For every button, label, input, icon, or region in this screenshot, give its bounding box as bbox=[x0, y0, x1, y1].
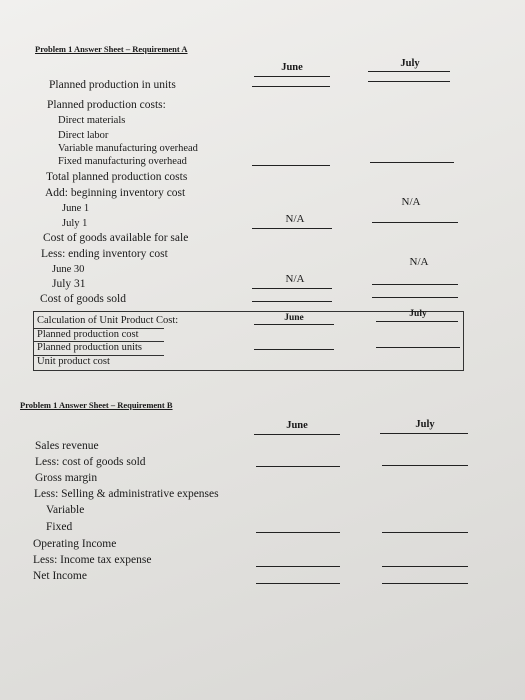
underline-june-header-b bbox=[254, 434, 340, 435]
column-july-header: July bbox=[400, 58, 420, 69]
row-gross-margin: Gross margin bbox=[35, 472, 98, 484]
blank-july-cogs[interactable] bbox=[372, 297, 458, 298]
blank-july-july-31[interactable] bbox=[372, 284, 458, 285]
blank-june-july-1[interactable] bbox=[252, 228, 332, 229]
row-less-cogs: Less: cost of goods sold bbox=[35, 456, 146, 468]
requirement-b-header: Problem 1 Answer Sheet – Requirement B bbox=[20, 400, 173, 410]
blank-july-july-1[interactable] bbox=[372, 222, 458, 223]
row-less-end-inv: Less: ending inventory cost bbox=[41, 248, 168, 260]
row-net-income: Net Income bbox=[33, 570, 87, 582]
blank-july-less-tax[interactable] bbox=[382, 566, 468, 567]
column-june-header-b: June bbox=[286, 420, 308, 431]
row-planned-units: Planned production in units bbox=[49, 79, 176, 91]
na-june-july-31: N/A bbox=[285, 273, 305, 285]
blank-july-net-income[interactable] bbox=[382, 583, 468, 584]
blank-july-less-cogs[interactable] bbox=[382, 465, 468, 466]
row-fixed-moh: Fixed manufacturing overhead bbox=[58, 156, 187, 167]
row-july-1: July 1 bbox=[62, 218, 88, 229]
blank-july-fixed[interactable] bbox=[382, 532, 468, 533]
calc-blank-june-units[interactable] bbox=[254, 349, 334, 350]
na-july-june-30: N/A bbox=[409, 256, 429, 268]
calc-blank-july-units[interactable] bbox=[376, 347, 460, 348]
row-operating-income: Operating Income bbox=[33, 538, 117, 550]
row-less-tax: Less: Income tax expense bbox=[33, 554, 152, 566]
calc-column-june: June bbox=[284, 313, 304, 323]
row-total-costs: Total planned production costs bbox=[46, 171, 188, 183]
blank-july-planned-units[interactable] bbox=[368, 81, 450, 82]
blank-june-planned-units[interactable] bbox=[252, 86, 330, 87]
blank-june-net-income[interactable] bbox=[256, 583, 340, 584]
column-june-header: June bbox=[281, 62, 303, 73]
row-sales-revenue: Sales revenue bbox=[35, 440, 99, 452]
requirement-a-header: Problem 1 Answer Sheet – Requirement A bbox=[35, 44, 188, 54]
blank-july-fixed-moh[interactable] bbox=[370, 162, 454, 163]
row-fixed: Fixed bbox=[46, 521, 73, 533]
underline-july-header-b bbox=[380, 433, 468, 434]
blank-june-less-cogs[interactable] bbox=[256, 466, 340, 467]
na-july-june-1: N/A bbox=[401, 196, 421, 208]
row-direct-labor: Direct labor bbox=[58, 130, 109, 141]
row-cogs: Cost of goods sold bbox=[40, 293, 126, 305]
row-variable-moh: Variable manufacturing overhead bbox=[58, 143, 198, 154]
blank-june-fixed-moh[interactable] bbox=[252, 165, 330, 166]
blank-june-fixed[interactable] bbox=[256, 532, 340, 533]
calc-underline-june bbox=[254, 324, 334, 325]
calc-row-unit-cost: Unit product cost bbox=[37, 356, 110, 367]
row-less-sga: Less: Selling & administrative expenses bbox=[34, 488, 219, 500]
blank-june-less-tax[interactable] bbox=[256, 566, 340, 567]
na-june-july-1: N/A bbox=[285, 213, 305, 225]
blank-june-cogs[interactable] bbox=[252, 301, 332, 302]
row-cogas: Cost of goods available for sale bbox=[43, 232, 189, 244]
column-july-header-b: July bbox=[415, 419, 435, 430]
underline-july-header bbox=[368, 71, 450, 72]
underline-june-header bbox=[254, 76, 330, 77]
row-planned-costs: Planned production costs: bbox=[47, 99, 166, 111]
row-variable: Variable bbox=[46, 504, 85, 516]
calc-row-planned-units: Planned production units bbox=[37, 342, 142, 353]
calc-row-planned-cost: Planned production cost bbox=[37, 329, 139, 340]
row-add-beg-inv: Add: beginning inventory cost bbox=[45, 187, 186, 199]
row-june-1: June 1 bbox=[62, 203, 90, 214]
calc-column-july: July bbox=[409, 309, 427, 319]
row-july-31: July 31 bbox=[52, 278, 86, 290]
blank-june-july-31[interactable] bbox=[252, 288, 332, 289]
row-direct-materials: Direct materials bbox=[58, 115, 126, 126]
calc-title: Calculation of Unit Product Cost: bbox=[37, 315, 179, 326]
calc-underline-july bbox=[376, 321, 458, 322]
row-june-30: June 30 bbox=[52, 264, 85, 275]
